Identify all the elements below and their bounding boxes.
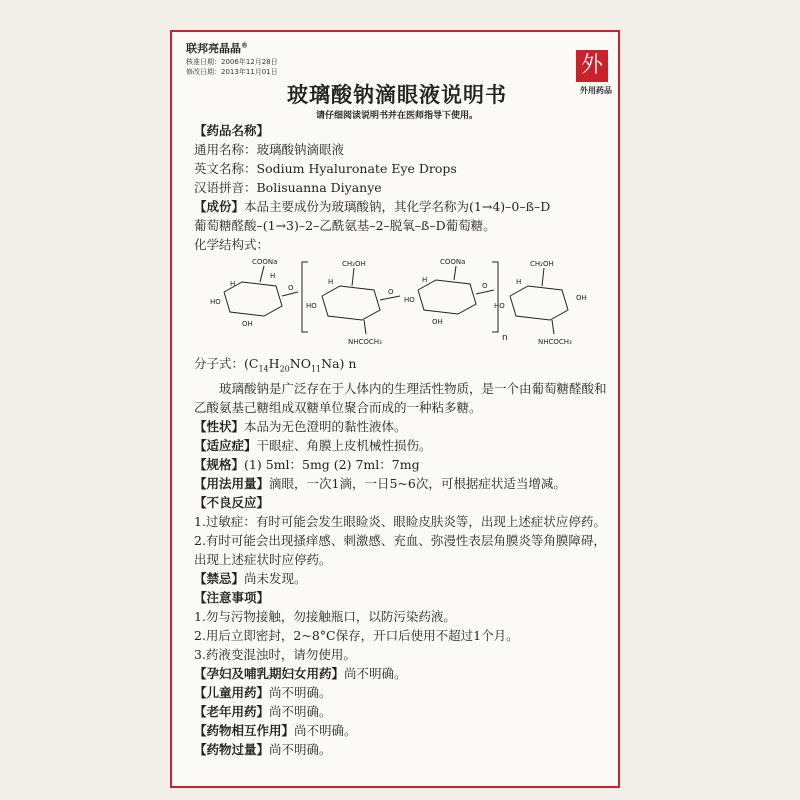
oh-label-2: OH (432, 318, 443, 326)
otc-label: 外用药品 (580, 86, 612, 95)
note-item-3: 3.药液变混浊时，请勿使用。 (194, 646, 356, 662)
ingredients-heading: 【成份】 (194, 199, 245, 214)
note-item-2: 2.用后立即密封，2~8°C保存，开口后使用不超过1个月。 (194, 627, 519, 643)
leaflet-sheet (170, 30, 620, 788)
pregnancy-row: 【孕妇及哺乳期妇女用药】尚不明确。 (194, 665, 407, 681)
ch2oh-label-2: CH₂OH (530, 260, 554, 268)
structure-diagram (204, 254, 604, 354)
ho-label-4: HO (494, 302, 505, 310)
leaflet-body (194, 121, 610, 759)
english-name: 英文名称：Sodium Hyaluronate Eye Drops (194, 161, 457, 176)
elderly-row: 【老年用药】尚不明确。 (194, 703, 332, 719)
document-subtitle: 请仔细阅读说明书并在医师指导下使用。 (315, 111, 478, 121)
o-link-3: O (482, 282, 488, 290)
interaction-row: 【药物相互作用】尚不明确。 (194, 722, 357, 738)
brand-name: 联邦亮晶晶® (186, 41, 248, 55)
molecular-formula: 分子式：$(C_{14}H_{20}NO_{11}Na)$ n (194, 356, 357, 374)
adverse-item-2: 2.有时可能会出现搔痒感、刺激感、充血、弥漫性表层角膜炎等角膜障碍，出现上述症状时应停药。 (194, 532, 606, 567)
overdose-row: 【药物过量】尚不明确。 (194, 741, 332, 757)
drug-name-heading: 【药品名称】 (194, 123, 270, 138)
ingredients-line-1: 【成份】本品主要成份为玻璃酸钠，其化学名称为(1→4)–0–ß–D (194, 199, 551, 214)
spec-row: 【规格】(1) 5ml：5mg (2) 7ml：7mg (194, 456, 420, 472)
h-label-5: H (516, 278, 522, 286)
otc-icon: 外 (576, 50, 608, 82)
approval-date: 核准日期：2006年12月28日 (186, 58, 278, 66)
repeat-n-label: n (502, 333, 508, 343)
ho-label-1: HO (210, 298, 221, 306)
children-row: 【儿童用药】尚不明确。 (194, 684, 332, 700)
generic-name: 通用名称：玻璃酸钠滴眼液 (194, 142, 345, 157)
nhcoch3-label-2: NHCOCH₃ (538, 338, 572, 346)
description-text: 玻璃酸钠是广泛存在于人体内的生理活性物质，是一个由葡萄糖醛酸和乙酸氨基己糖组成双糖单位聚合而成的一种粘多糖。 (194, 380, 607, 415)
o-link-1: O (288, 284, 294, 292)
chemical-structure (194, 254, 610, 354)
o-link-2: O (388, 288, 394, 296)
contraindication-row: 【禁忌】尚未发现。 (194, 570, 307, 586)
pinyin-name: 汉语拼音：Bolisuanna Diyanye (194, 180, 382, 195)
coona-label-1: COONa (252, 258, 278, 266)
ho-label-2: HO (306, 302, 317, 310)
ch2oh-label-1: CH₂OH (342, 260, 366, 268)
structure-label: 化学结构式： (194, 237, 270, 252)
nhcoch3-label-1: NHCOCH₃ (348, 338, 382, 346)
h-label-3: H (328, 278, 334, 286)
notes-heading: 【注意事项】 (194, 589, 270, 605)
date-block (186, 57, 278, 77)
adverse-item-1: 1.过敏症：有时可能会发生眼睑炎、眼睑皮肤炎等，出现上述症状应停药。 (194, 513, 606, 529)
ho-label-3: HO (404, 296, 415, 304)
usage-row: 【用法用量】滴眼，一次1滴，一日5~6次，可根据症状适当增减。 (194, 475, 566, 491)
h-label-1: H (270, 272, 276, 280)
h-label-2: H (230, 280, 236, 288)
note-item-1: 1.勿与污物接触，勿接触瓶口，以防污染药液。 (194, 608, 456, 624)
appearance-row: 【性状】本品为无色澄明的黏性液体。 (194, 418, 407, 434)
h-label-4: H (422, 276, 428, 284)
revision-date: 修改日期：2013年11月01日 (186, 68, 278, 76)
document-title: 玻璃酸钠滴眼液说明书 (287, 82, 507, 107)
indication-row: 【适应症】干眼症、角膜上皮机械性损伤。 (194, 437, 432, 453)
oh-label-3: OH (576, 294, 587, 302)
oh-label-1: OH (242, 320, 253, 328)
coona-label-2: COONa (440, 258, 466, 266)
ingredients-line-2: 葡萄糖醛酸–(1→3)–2–乙酰氨基–2–脱氧–ß–D葡萄糖。 (194, 218, 496, 233)
adverse-heading: 【不良反应】 (194, 494, 270, 510)
